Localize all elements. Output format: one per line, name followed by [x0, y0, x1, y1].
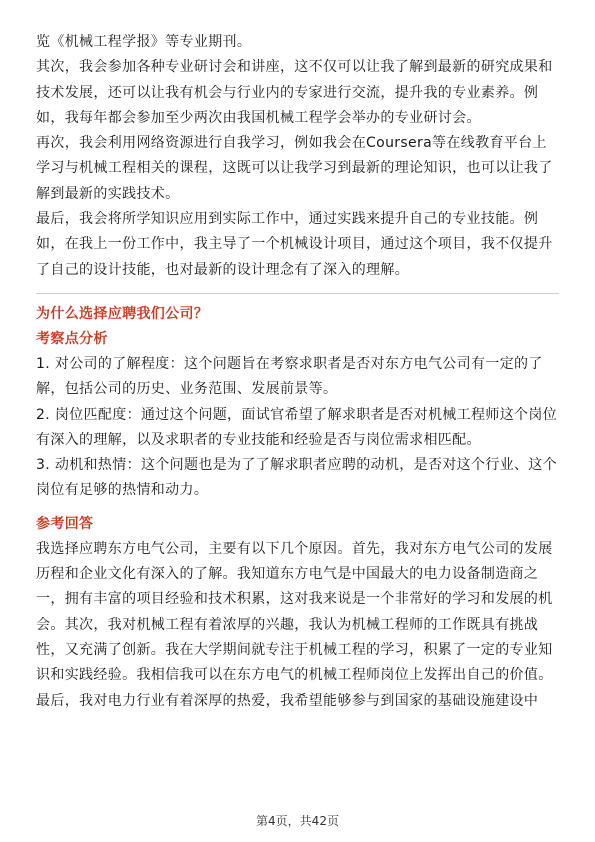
analysis-item-1: 1. 对公司的了解程度：这个问题旨在考察求职者是否对东方电气公司有一定的了解，包括公司的历史、业务范围、发展前景等。 [36, 355, 543, 398]
answer-text: 我选择应聘东方电气公司，主要有以下几个原因。首先，我对东方电气公司的发展历程和企业文化有深入的了解。我知道东方电气是中国最大的电力设备制造商之一，拥有丰富的项目经验和技术积累，这对我来说是一个非常好的学习和发展的机会。其次，我对机械工程有着浓厚的兴趣，我认为机械工程师的工作既具有挑战性，又充满了创新。我在大学期间就专注于机械工程的学习，积累了一定的专业知识和实践经验。我相信我可以在东方电气的机械工程师岗位上发挥出自己的价值。最后，我对电力行业有着深厚的热爱，我希望能够参与到国家的基础设施建设中 [36, 540, 553, 709]
analysis-heading: 考察点分析 [36, 330, 108, 347]
intro-paragraph-2: 其次，我会参加各种专业研讨会和讲座，这不仅可以让我了解到最新的研究成果和技术发展，还可以让我有机会与行业内的专家进行交流，提升我的专业素养。例如，我每年都会参加至少两次由我国机械工程学会举办的专业研讨会。 [36, 59, 553, 126]
question-title: 为什么选择应聘我们公司？ [36, 305, 209, 322]
section-divider [36, 293, 559, 294]
intro-paragraph-3: 再次，我会利用网络资源进行自我学习，例如我会在Coursera等在线教育平台上学习与机械工程相关的课程，这既可以让我学习到最新的理论知识，也可以让我了解到最新的实践技术。 [36, 135, 553, 202]
analysis-item-2: 2. 岗位匹配度：通过这个问题，面试官希望了解求职者是否对机械工程师这个岗位有深入的理解，以及求职者的专业技能和经验是否与岗位需求相匹配。 [36, 406, 558, 448]
analysis-item-3: 3. 动机和热情：这个问题也是为了了解求职者应聘的动机，是否对这个行业、这个岗位有足够的热情和动力。 [36, 457, 558, 499]
document-page [36, 30, 559, 714]
answer-heading: 参考回答 [36, 515, 94, 532]
page-number: 第4页，共42页 [256, 814, 339, 828]
intro-paragraph-4: 最后，我会将所学知识应用到实际工作中，通过实践来提升自己的专业技能。例如，在我上一份工作中，我主导了一个机械设计项目，通过这个项目，我不仅提升了自己的设计技能，也对最新的设计理念有了深入的理解。 [36, 211, 553, 278]
intro-paragraph-1: 览《机械工程学报》等专业期刊。 [36, 34, 252, 50]
